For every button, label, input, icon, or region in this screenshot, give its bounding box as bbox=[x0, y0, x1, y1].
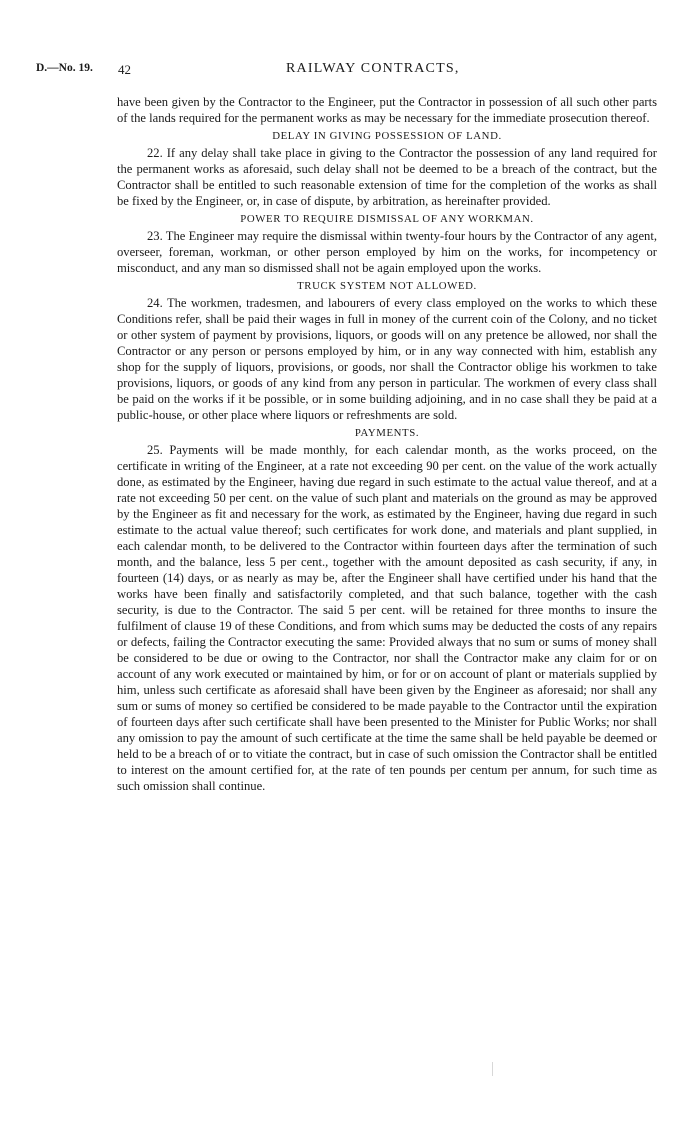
running-title: RAILWAY CONTRACTS, bbox=[286, 61, 460, 76]
section-heading-payments: PAYMENTS. bbox=[354, 427, 420, 439]
intro-paragraph: have been given by the Contractor to the Engineer, put the Contractor in possession of all such other parts of the lands required for the permanent works as may be necessary for the immediate prosecution thereof. bbox=[117, 95, 657, 125]
clause-24-paragraph: 24. The workmen, tradesmen, and labourers of every class employed on the works to which these Conditions refer, shall be paid their wages in full in money of the current coin of the Colony, and no ticket or other system of payment by provisions, liquors, or goods will on any pretence be allowed, nor shall the Contractor or any person or persons employed by him, or in any way connected with him, establish any shop for the supply of liquors, provisions, or goods, nor shall the Contractor oblige his workmen to take provisions, liquors, or goods of any kind from any person in particular. The workmen of every class shall be paid on the works if it be possible, or in some building adjoining, and in no case shall they be paid at a public-house, or other place where liquors or refreshments are sold. bbox=[117, 296, 657, 422]
section-heading-delay: DELAY IN GIVING POSSESSION OF LAND. bbox=[272, 130, 502, 142]
document-reference: D.—No. 19. bbox=[36, 62, 93, 74]
section-heading-truck-system: TRUCK SYSTEM NOT ALLOWED. bbox=[297, 280, 477, 292]
clause-23-paragraph: 23. The Engineer may require the dismissal within twenty-four hours by the Contractor of any agent, overseer, foreman, workman, or other person employed by him on the works, for incompetency or misconduct, and any man so dismissed shall not be again employed upon the works. bbox=[117, 229, 657, 275]
page-number: 42 bbox=[118, 62, 131, 77]
clause-25-paragraph: 25. Payments will be made monthly, for each calendar month, as the works proceed, on the certificate in writing of the Engineer, at a rate not exceeding 90 per cent. on the value of the work actually done, as estimated by the Engineer, having due regard in such estimate to the actual value thereof, and at a rate not exceeding 50 per cent. on the value of such plant and materials on the ground as may be approved by the Engineer as fit and necessary for the work, as estimated by the Engineer, having due regard in such estimate to the actual value thereof; such certificates for work done, and materials and plant supplied, in each calendar month, to be delivered to the Contractor within fourteen days after the termination of such month, and the balance, less 5 per cent., together with the amount deposited as cash security, if any, in fourteen (14) days, or as nearly as may be, after the Engineer shall have certified under his hand that the works have been finally and satisfactorily completed, and that such balance, together with the cash security, is due to the Contractor. The said 5 per cent. will be retained for three months to insure the fulfilment of clause 19 of these Conditions, and from which sums may be deducted the costs of any repairs or defects, failing the Contractor executing the same: Provided always that no sum or sums of money shall be considered to be due or owing to the Contractor, nor shall the Contractor make any claim for or on account of any work executed or maintained by him, or for or on account of plant or materials supplied by him, unless such certificate as aforesaid shall have been given by the Engineer as aforesaid; nor shall any sum or sums of money so certified be considered to be made payable to the Contractor until the expiration of fourteen days after such certificate shall have been presented to the Minister for Public Works; nor shall any omission to pay the amount of such certificate at the time the same shall be held payable be deemed or held to be a breach of or to vitiate the contract, but in case of such omission the Contractor shall be entitled to interest on the amount certified for, at the rate of ten pounds per centum per annum, for such time as such omission shall continue. bbox=[117, 443, 657, 793]
scan-mark bbox=[492, 1062, 493, 1076]
running-header bbox=[36, 62, 676, 78]
section-heading-dismissal: POWER TO REQUIRE DISMISSAL OF ANY WORKMAN. bbox=[240, 213, 534, 225]
clause-22-paragraph: 22. If any delay shall take place in giving to the Contractor the possession of any land required for the permanent works as aforesaid, such delay shall not be deemed to be a breach of the contract, but the Contractor shall be entitled to such reasonable extension of time for the completion of the works as shall be fixed by the Engineer, or, in case of dispute, by arbitration, as hereinafter provided. bbox=[117, 146, 657, 208]
body-text bbox=[117, 94, 657, 794]
